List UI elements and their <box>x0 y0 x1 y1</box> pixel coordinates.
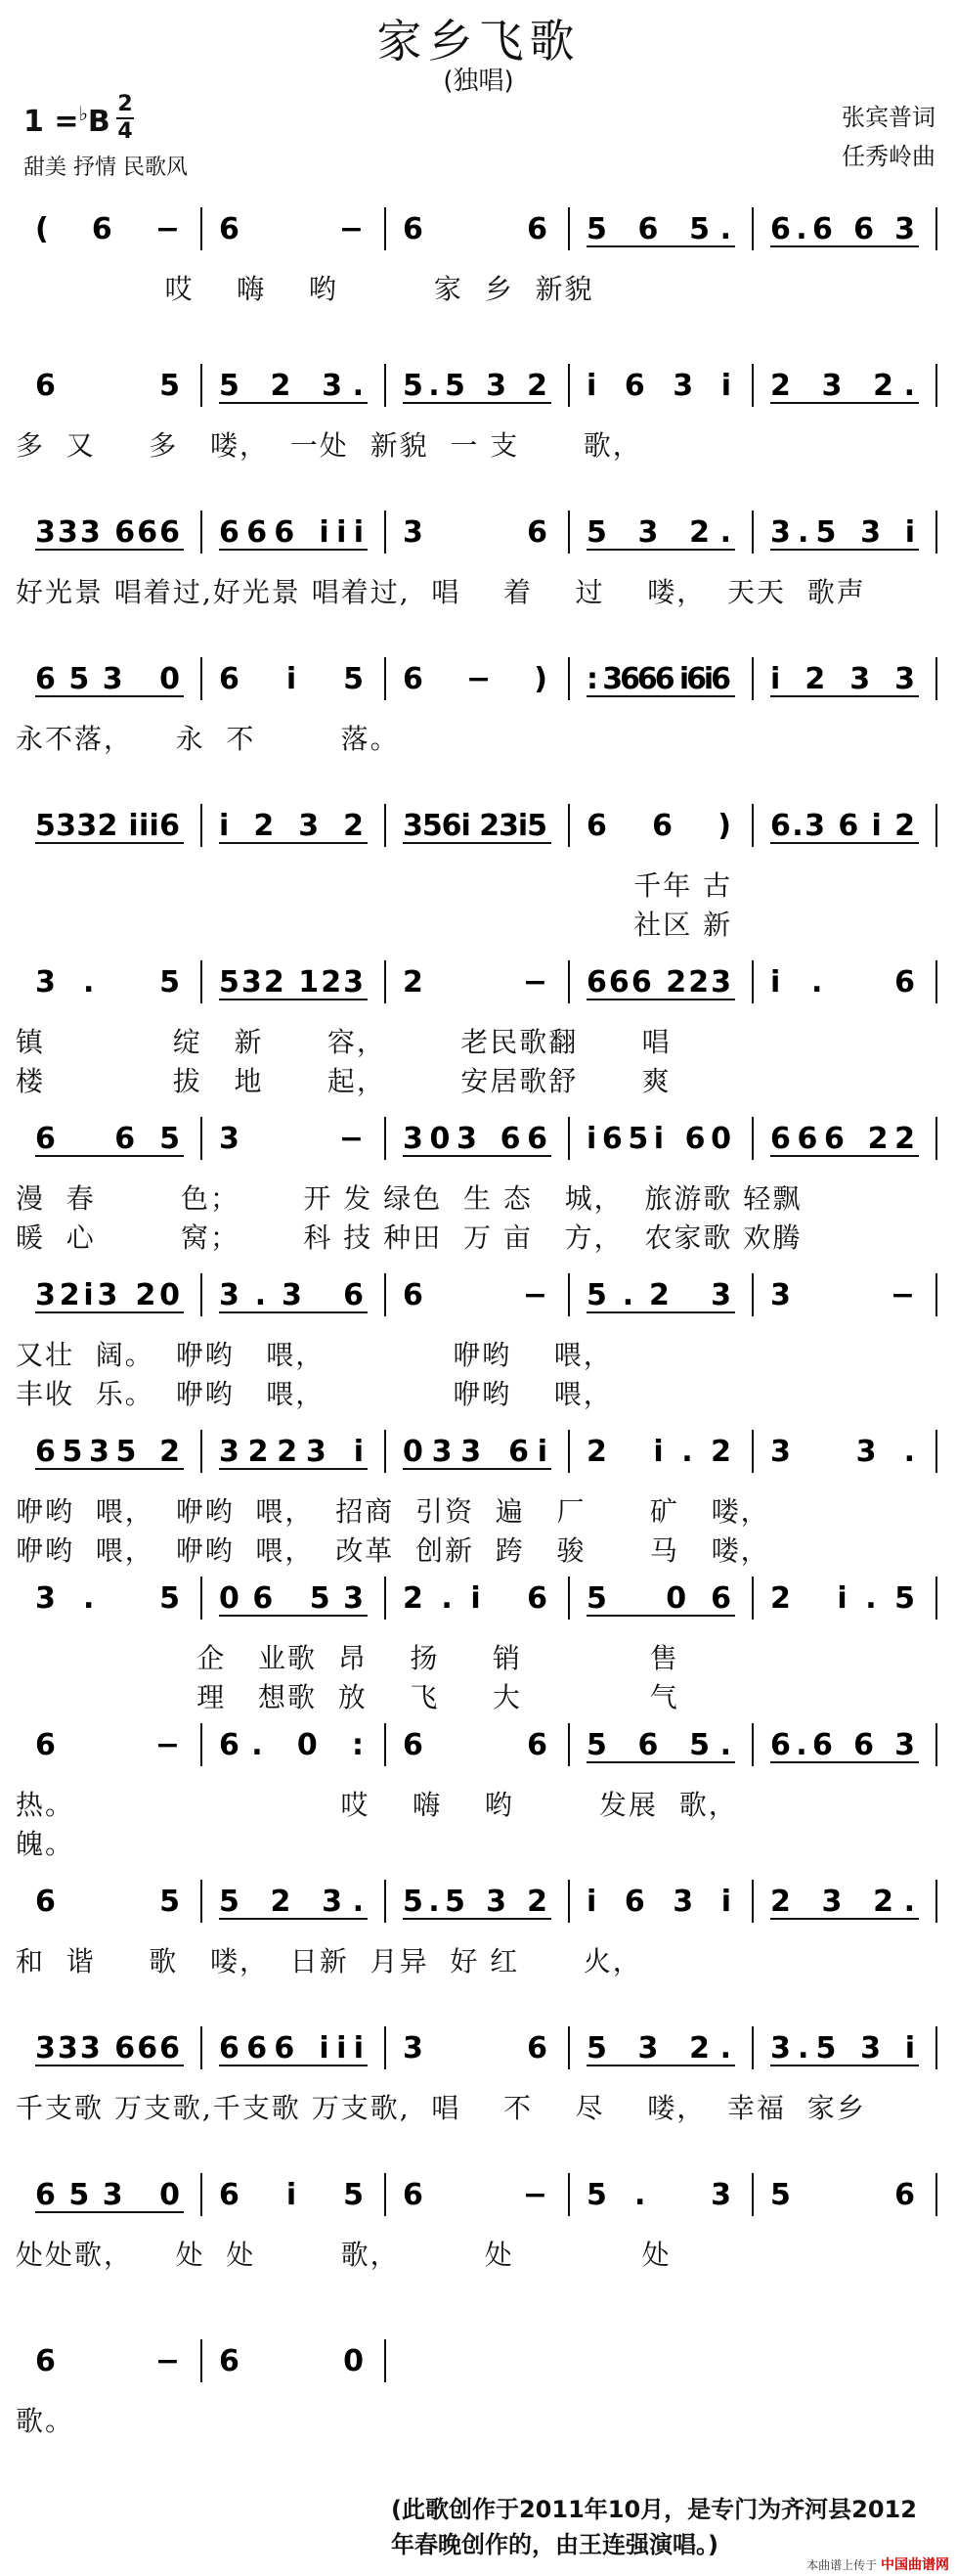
measure-notes: 6.6 6 3 <box>770 212 915 246</box>
measure-notes: 06 53 <box>219 1581 364 1616</box>
measure-notes: 6.3 6 i 2 <box>770 809 915 843</box>
score-row <box>0 196 957 303</box>
measure-notes: 3. 5 <box>35 965 180 999</box>
measure-notes: 333 666 <box>35 2031 180 2065</box>
lyricist: 张宾普词 <box>842 104 935 131</box>
measure-notes: 666 223 <box>587 965 731 999</box>
measure-notes: 3223 i <box>219 1435 364 1469</box>
measure-notes: 6 5 <box>35 1885 180 1919</box>
score-row <box>0 645 957 753</box>
notes-svg <box>0 1105 957 1174</box>
measure-notes: 356i 23i5 <box>403 809 547 843</box>
measure-notes: 6 − <box>403 1278 547 1312</box>
footnote: (此歌创作于2011年10月，是专门为齐河县2012年春晚创作的，由王连强演唱。) <box>391 2496 917 2558</box>
measure-notes: i 2 3 2 <box>219 809 364 843</box>
lyrics-line: 理 想歌 放 飞 大 气 <box>16 1681 679 1713</box>
measure-notes: 5. 3 <box>587 2178 731 2212</box>
song-subtitle: (独唱) <box>443 67 514 96</box>
score-row <box>0 1868 957 1976</box>
key-note: B <box>87 105 110 139</box>
flat-sign: ♭ <box>78 102 88 125</box>
notes-svg <box>0 1565 957 1633</box>
measure-notes: 32i3 20 <box>35 1278 180 1312</box>
measure-notes: 6 − <box>35 2344 180 2378</box>
measure-notes: 5 06 <box>587 1581 731 1616</box>
lyrics-line: 楼 拔 地 起， 安居歌舒 爽 <box>16 1065 672 1097</box>
lyrics-line: 又壮 阔。 咿哟 喂， 咿哟 喂， <box>16 1339 613 1371</box>
notes-svg <box>0 1711 957 1780</box>
measure-notes: 5.2 3 <box>587 1278 731 1312</box>
measure-notes: 6535 2 <box>35 1435 180 1469</box>
measure-notes: 2 3 2. <box>770 1885 915 1919</box>
measure-notes: 3 − <box>770 1278 915 1312</box>
measure-notes: 6 6 <box>403 212 547 246</box>
measure-notes: 6 0 <box>219 2344 364 2378</box>
notes-svg <box>0 792 957 861</box>
score-row <box>0 1262 957 1410</box>
lyrics-line: 丰收 乐。 咿哟 喂， 咿哟 喂， <box>16 1378 613 1410</box>
notes-svg <box>0 352 957 421</box>
lyrics-line: 企 业歌 昂 扬 销 售 <box>16 1642 679 1674</box>
time-signature <box>115 94 135 143</box>
measure-notes: i65i 60 <box>587 1122 731 1156</box>
lyrics-line: 千年 古 <box>16 869 733 902</box>
score-row <box>0 2161 957 2269</box>
measure-notes: 3 6 <box>403 2031 547 2065</box>
measure-notes: : 3666 i6i6 <box>587 662 731 696</box>
footer-text: 本曲谱上传于 <box>806 2558 878 2572</box>
measure-notes: 5 2 3. <box>219 1885 364 1919</box>
measure-notes: 6 65 <box>35 1122 180 1156</box>
notes-svg <box>0 2328 957 2396</box>
score-row <box>0 1418 957 1567</box>
time-top: 2 <box>117 92 133 116</box>
score-row <box>0 2015 957 2122</box>
measure-notes: ( 6 − <box>35 212 180 246</box>
notes-svg <box>0 1262 957 1330</box>
measure-notes: 6 i 5 <box>219 662 364 696</box>
score-row <box>0 1105 957 1254</box>
notes-svg <box>0 645 957 714</box>
composer: 任秀岭曲 <box>842 143 935 170</box>
notes-svg <box>0 2161 957 2230</box>
score-row <box>0 1711 957 1860</box>
measure-notes: 653 0 <box>35 662 180 696</box>
measure-notes: 6 6 <box>403 1728 547 1762</box>
measure-notes: 6 5 <box>35 369 180 403</box>
measure-notes: 5 2 3. <box>219 369 364 403</box>
measure-notes: 3. 5 <box>35 1581 180 1616</box>
measure-notes: 653 0 <box>35 2178 180 2212</box>
measure-notes: 3.5 3 i <box>770 2031 915 2065</box>
measure-notes: 2 i.5 <box>770 1581 915 1616</box>
style-marking: 甜美 抒情 民歌风 <box>23 155 188 180</box>
footer <box>806 2554 949 2574</box>
lyrics-line: 千支歌 万支歌,千支歌 万支歌, 唱 不 尽 喽， 幸福 家乡 <box>16 2092 866 2124</box>
measure-notes: 6 − ) <box>403 662 547 696</box>
measure-notes: 5 3 2. <box>587 2031 731 2065</box>
song-title: 家乡飞歌 <box>376 15 581 67</box>
measure-notes: 033 6i <box>403 1435 547 1469</box>
lyrics-line: 暖 心 窝； 科 技 种田 万 亩 方， 农家歌 欢腾 <box>16 1221 803 1254</box>
score-row <box>0 2328 957 2435</box>
lyrics-line: 漫 春 色； 开 发 绿色 生 态 城， 旅游歌 轻飘 <box>16 1182 803 1215</box>
measure-notes: 666 iii <box>219 2031 364 2065</box>
measure-notes: i 2 3 3 <box>770 662 915 696</box>
measure-notes: 6. 0 : <box>219 1728 364 1762</box>
site-logo: 中国曲谱网 <box>881 2557 949 2573</box>
score-row <box>0 949 957 1097</box>
measure-notes: 666 22 <box>770 1122 915 1156</box>
lyrics-line: 社区 新 <box>16 909 733 941</box>
measure-notes: 2 3 2. <box>770 369 915 403</box>
score-row <box>0 499 957 606</box>
notes-svg <box>0 1418 957 1487</box>
measure-notes: 666 iii <box>219 515 364 550</box>
lyrics-line: 哎 嗨 哟 家 乡 新貌 <box>16 273 594 305</box>
measure-notes: 6.6 6 3 <box>770 1728 915 1762</box>
notes-svg <box>0 2015 957 2083</box>
score-row <box>0 352 957 460</box>
lyrics-line: 处处歌， 处 处 歌， 处 处 <box>16 2239 672 2271</box>
measure-notes: 3 − <box>219 1122 364 1156</box>
measure-notes: 303 66 <box>403 1122 547 1156</box>
lyrics-line: 多 又 多 喽， 一处 新貌 一 支 歌， <box>16 429 642 462</box>
measure-notes: i. 6 <box>770 965 915 999</box>
key-signature <box>23 102 110 139</box>
measure-notes: 6 6 ) <box>587 809 731 843</box>
lyrics-line: 热。 哎 嗨 哟 发展 歌， <box>16 1789 738 1821</box>
measure-notes: 6 − <box>35 1728 180 1762</box>
lyrics-line: 永不落， 永 不 落。 <box>16 723 400 755</box>
measure-notes: 3 6 <box>403 515 547 550</box>
notes-svg <box>0 949 957 1017</box>
measure-notes: 5 6 <box>770 2178 915 2212</box>
measure-notes: 3.3 6 <box>219 1278 364 1312</box>
measure-notes: 2.i 6 <box>403 1581 547 1616</box>
measure-notes: 5.5 3 2 <box>403 369 547 403</box>
measure-notes: 5 3 2. <box>587 515 731 550</box>
measure-notes: 333 666 <box>35 515 180 550</box>
measure-notes: 5 6 5. <box>587 212 731 246</box>
lyrics-line: 魄。 <box>16 1828 75 1860</box>
measure-notes: 5 6 5. <box>587 1728 731 1762</box>
measure-notes: 6 − <box>219 212 364 246</box>
key-prefix: 1 = <box>23 105 79 139</box>
lyrics-line: 咿哟 喂， 咿哟 喂， 招商 引资 遍 厂 矿 喽， <box>16 1495 770 1528</box>
measure-notes: 6 i 5 <box>219 2178 364 2212</box>
time-bottom: 4 <box>117 119 133 144</box>
measure-notes: 5.5 3 2 <box>403 1885 547 1919</box>
measure-notes: 2 i.2 <box>587 1435 731 1469</box>
notes-svg <box>0 196 957 264</box>
notes-svg <box>0 1868 957 1936</box>
measure-notes: 3.5 3 i <box>770 515 915 550</box>
lyrics-line: 咿哟 喂， 咿哟 喂， 改革 创新 跨 骏 马 喽， <box>16 1534 770 1567</box>
measure-notes: 6 − <box>403 2178 547 2212</box>
measure-notes: 5332 iii6 <box>35 809 180 843</box>
score-row <box>0 1565 957 1713</box>
measure-notes: 2 − <box>403 965 547 999</box>
measure-notes: i 6 3 i <box>587 369 731 403</box>
score-row <box>0 792 957 941</box>
measure-notes: 532 123 <box>219 965 364 999</box>
lyrics-line: 歌。 <box>16 2405 75 2437</box>
measure-notes: 3 3. <box>770 1435 915 1469</box>
notes-svg <box>0 499 957 567</box>
lyrics-line: 和 谐 歌 喽， 日新 月异 好 红 火， <box>16 1945 642 1977</box>
measure-notes: i 6 3 i <box>587 1885 731 1919</box>
lyrics-line: 镇 绽 新 容， 老民歌翻 唱 <box>16 1026 672 1058</box>
lyrics-line: 好光景 唱着过,好光景 唱着过, 唱 着 过 喽， 天天 歌声 <box>16 576 866 608</box>
